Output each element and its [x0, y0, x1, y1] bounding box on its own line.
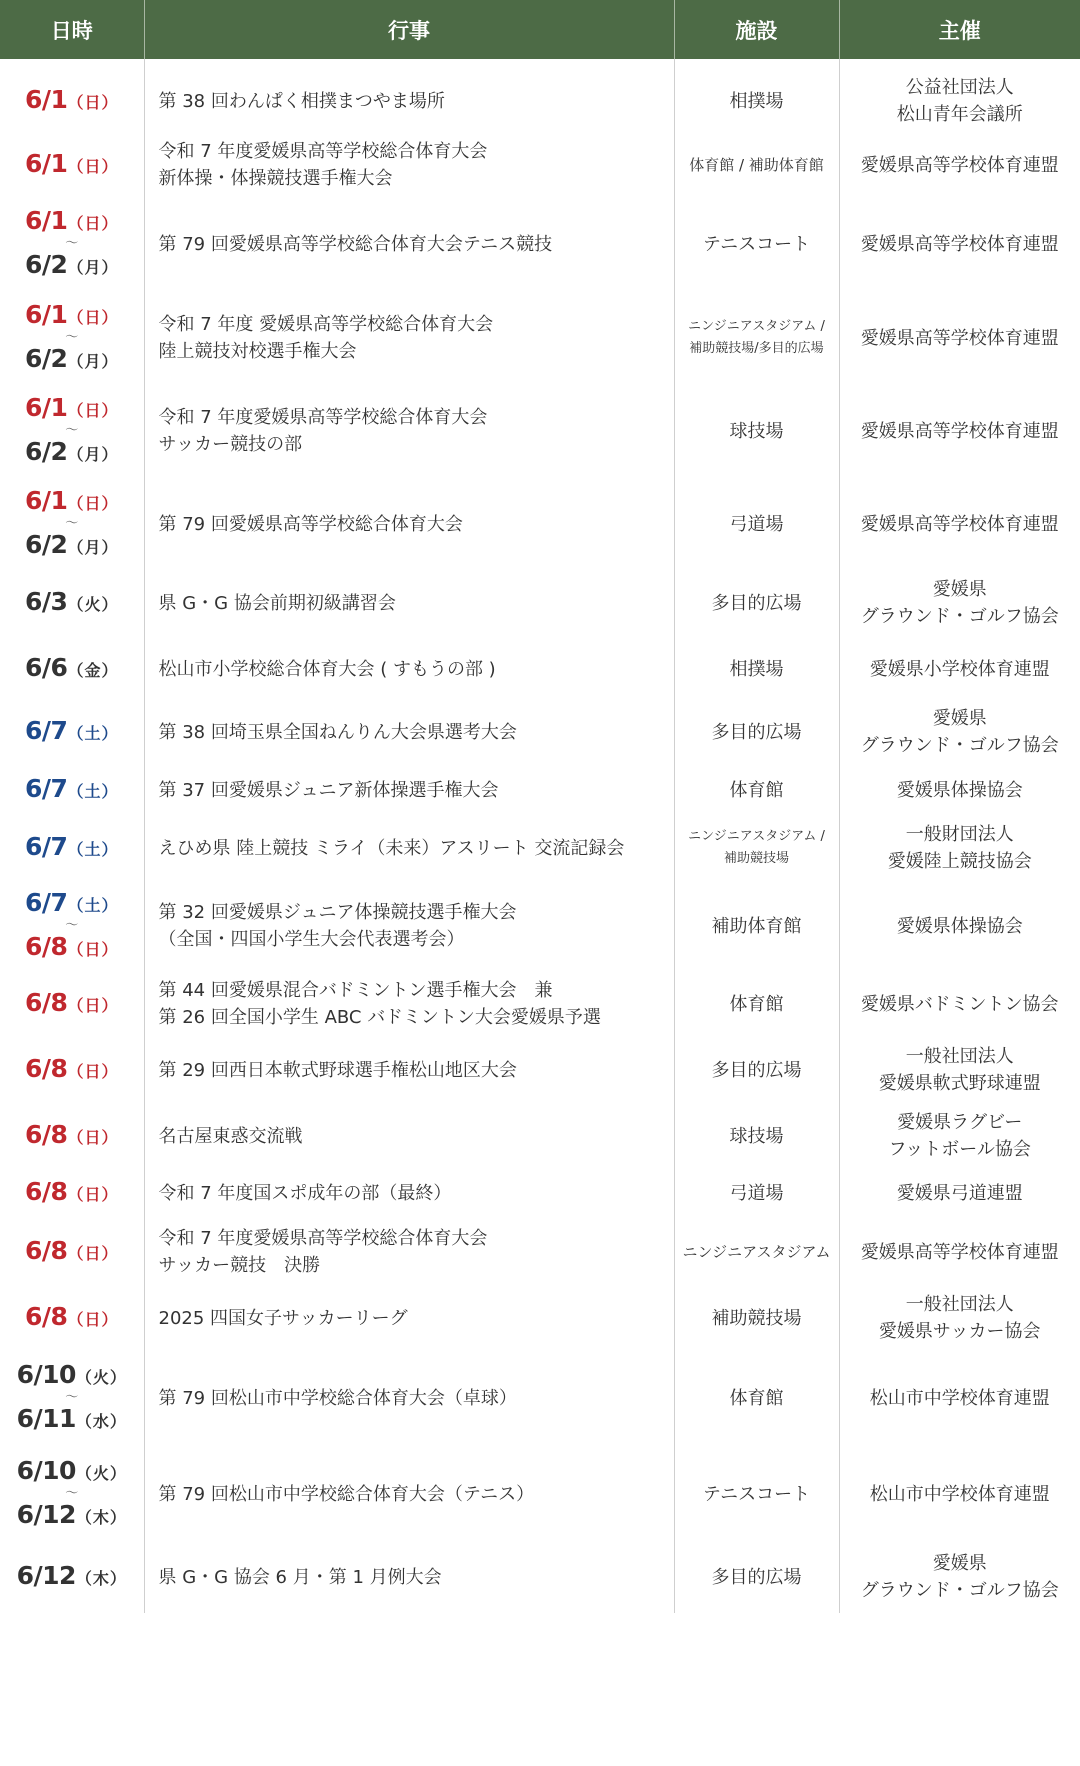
- date-cell: [0, 1103, 144, 1169]
- venue-cell: [674, 1541, 839, 1613]
- organizer-name: 一般社団法人: [905, 1294, 1014, 1315]
- organizer-name: グラウンド・ゴルフ協会: [860, 606, 1059, 627]
- date-cell: [0, 1169, 144, 1217]
- organizer-name: 愛媛県高等学校体育連盟: [860, 513, 1059, 535]
- event-name: 新体操・体操競技選手権大会: [158, 168, 393, 189]
- date-cell: [0, 567, 144, 639]
- event-cell: [144, 1037, 674, 1103]
- date-weekday: （日）: [67, 1128, 119, 1147]
- date-weekday: （日）: [67, 996, 119, 1015]
- event-cell: [144, 193, 674, 295]
- event-name: 2025 四国女子サッカーリーグ: [158, 1307, 408, 1329]
- event-name: 第 79 回愛媛県高等学校総合体育大会テニス競技: [158, 233, 553, 255]
- event-cell: [144, 1447, 674, 1541]
- event-cell: [144, 639, 674, 699]
- date-cell: [0, 765, 144, 815]
- event-name: 第 38 回埼玉県全国ねんりん大会県選考大会: [158, 721, 517, 743]
- venue-cell: [674, 193, 839, 295]
- organizer-name: グラウンド・ゴルフ協会: [860, 735, 1059, 756]
- date-weekday: （日）: [67, 308, 119, 327]
- event-name: 令和 7 年度愛媛県高等学校総合体育大会: [158, 141, 488, 162]
- date-line: [0, 1237, 144, 1267]
- date-line: [0, 1501, 144, 1531]
- event-name: 第 37 回愛媛県ジュニア新体操選手権大会: [158, 779, 499, 801]
- event-cell: [144, 567, 674, 639]
- date-line: [0, 933, 144, 963]
- date-weekday: （日）: [67, 1185, 119, 1204]
- date-day: 6/11: [16, 1404, 76, 1433]
- organizer-name: 一般社団法人: [905, 1046, 1014, 1067]
- event-name: 第 79 回愛媛県高等学校総合体育大会: [158, 513, 463, 535]
- organizer-cell: [839, 1217, 1080, 1287]
- organizer-name: 愛媛県ラグビー: [897, 1112, 1023, 1133]
- date-weekday: （火）: [75, 1368, 127, 1387]
- organizer-cell: [839, 65, 1080, 137]
- organizer-cell: [839, 765, 1080, 815]
- event-name: 第 44 回愛媛県混合バドミントン選手権大会 兼: [158, 980, 553, 1001]
- event-name: 第 79 回松山市中学校総合体育大会（卓球）: [158, 1387, 517, 1409]
- event-cell: [144, 481, 674, 567]
- event-cell: [144, 295, 674, 381]
- venue-name: ニンジニアスタジアム /: [688, 829, 825, 844]
- organizer-cell: [839, 971, 1080, 1037]
- date-line: [0, 531, 144, 561]
- date-weekday: （土）: [67, 896, 119, 915]
- table-header-row: [0, 0, 1080, 59]
- date-day: 6/8: [25, 1302, 68, 1331]
- date-line: [0, 438, 144, 468]
- event-cell: [144, 1169, 674, 1217]
- event-name: 名古屋東惑交流戦: [158, 1125, 303, 1147]
- date-day: 6/1: [25, 300, 68, 329]
- venue-cell: [674, 137, 839, 193]
- date-weekday: （日）: [67, 940, 119, 959]
- table-row: [0, 881, 1080, 971]
- venue-cell: [674, 381, 839, 481]
- date-cell: [0, 295, 144, 381]
- table-row: [0, 193, 1080, 295]
- table-row: [0, 381, 1080, 481]
- date-cell: [0, 639, 144, 699]
- date-day: 6/1: [25, 149, 68, 178]
- organizer-cell: [839, 381, 1080, 481]
- event-name: 県 G・G 協会 6 月・第 1 月例大会: [158, 1566, 442, 1588]
- date-day: 6/8: [25, 1236, 68, 1265]
- date-weekday: （日）: [67, 157, 119, 176]
- event-name: 第 26 回全国小学生 ABC バドミントン大会愛媛県予選: [158, 1007, 601, 1028]
- table-row: [0, 295, 1080, 381]
- date-range-separator: 〜: [65, 236, 79, 251]
- date-cell: [0, 971, 144, 1037]
- date-line: [0, 833, 144, 863]
- date-line: [0, 251, 144, 281]
- date-day: 6/7: [25, 774, 68, 803]
- organizer-cell: [839, 1287, 1080, 1349]
- date-weekday: （金）: [67, 661, 119, 680]
- table-row: [0, 815, 1080, 881]
- date-day: 6/12: [16, 1500, 76, 1529]
- date-weekday: （木）: [75, 1508, 127, 1527]
- organizer-name: グラウンド・ゴルフ協会: [860, 1580, 1059, 1601]
- organizer-name: 松山青年会議所: [896, 104, 1023, 125]
- venue-cell: [674, 699, 839, 765]
- date-weekday: （日）: [67, 1310, 119, 1329]
- event-name: 陸上競技対校選手権大会: [158, 341, 357, 362]
- organizer-name: 愛媛県小学校体育連盟: [869, 658, 1050, 680]
- date-weekday: （日）: [67, 93, 119, 112]
- date-line: [0, 1178, 144, 1208]
- event-cell: [144, 699, 674, 765]
- date-cell: [0, 137, 144, 193]
- table-row: [0, 1169, 1080, 1217]
- date-weekday: （火）: [75, 1464, 127, 1483]
- event-cell: [144, 765, 674, 815]
- date-weekday: （日）: [67, 1062, 119, 1081]
- table-row: [0, 481, 1080, 567]
- event-name: サッカー競技の部: [158, 434, 303, 455]
- organizer-cell: [839, 1349, 1080, 1447]
- header-event: 行事: [144, 0, 674, 59]
- venue-name: テニスコート: [702, 233, 811, 255]
- date-cell: [0, 1541, 144, 1613]
- table-row: [0, 1541, 1080, 1613]
- date-weekday: （日）: [67, 1244, 119, 1263]
- date-day: 6/12: [16, 1561, 76, 1590]
- date-day: 6/1: [25, 486, 68, 515]
- date-day: 6/8: [25, 1054, 68, 1083]
- venue-name: ニンジニアスタジアム /: [688, 319, 825, 334]
- organizer-cell: [839, 639, 1080, 699]
- date-line: [0, 1457, 144, 1487]
- organizer-name: 愛媛県体操協会: [896, 915, 1023, 937]
- organizer-name: 愛媛県バドミントン協会: [860, 993, 1059, 1015]
- organizer-name: 愛媛県: [932, 579, 987, 600]
- date-cell: [0, 1037, 144, 1103]
- venue-name: 球技場: [729, 420, 784, 442]
- organizer-name: 愛媛県高等学校体育連盟: [860, 1241, 1059, 1263]
- venue-cell: [674, 567, 839, 639]
- organizer-cell: [839, 1169, 1080, 1217]
- table-row: [0, 1037, 1080, 1103]
- date-weekday: （月）: [67, 258, 119, 277]
- event-name: 第 38 回わんぱく相撲まつやま場所: [158, 90, 445, 112]
- date-range-separator: 〜: [65, 1486, 79, 1501]
- venue-name: 補助体育館: [711, 915, 802, 937]
- organizer-cell: [839, 1103, 1080, 1169]
- table-row: [0, 137, 1080, 193]
- event-name: えひめ県 陸上競技 ミライ（未来）アスリート 交流記録会: [158, 837, 625, 859]
- date-weekday: （月）: [67, 352, 119, 371]
- organizer-cell: [839, 881, 1080, 971]
- organizer-cell: [839, 137, 1080, 193]
- date-cell: [0, 1349, 144, 1447]
- date-weekday: （木）: [75, 1569, 127, 1588]
- organizer-name: 愛媛陸上競技協会: [887, 851, 1032, 872]
- date-line: [0, 487, 144, 517]
- venue-name: ニンジニアスタジアム: [682, 1242, 831, 1261]
- organizer-name: 愛媛県サッカー協会: [878, 1321, 1041, 1342]
- event-cell: [144, 381, 674, 481]
- table-row: [0, 971, 1080, 1037]
- venue-name: テニスコート: [702, 1483, 811, 1505]
- header-organizer: 主催: [839, 0, 1080, 59]
- venue-cell: [674, 1349, 839, 1447]
- venue-name: 多目的広場: [711, 1059, 802, 1081]
- date-day: 6/10: [16, 1360, 76, 1389]
- date-cell: [0, 193, 144, 295]
- date-line: [0, 345, 144, 375]
- event-name: 第 79 回松山市中学校総合体育大会（テニス）: [158, 1483, 535, 1505]
- date-day: 6/7: [25, 716, 68, 745]
- date-cell: [0, 481, 144, 567]
- table-row: [0, 567, 1080, 639]
- date-cell: [0, 1447, 144, 1541]
- venue-name: 弓道場: [729, 1182, 784, 1204]
- venue-cell: [674, 1217, 839, 1287]
- event-name: 県 G・G 協会前期初級講習会: [158, 592, 396, 614]
- organizer-name: 公益社団法人: [905, 77, 1014, 98]
- organizer-name: 一般財団法人: [905, 824, 1014, 845]
- venue-cell: [674, 1169, 839, 1217]
- date-line: [0, 1361, 144, 1391]
- table-row: [0, 699, 1080, 765]
- date-weekday: （日）: [67, 401, 119, 420]
- event-name: 松山市小学校総合体育大会 ( すもうの部 ): [158, 658, 496, 680]
- venue-cell: [674, 765, 839, 815]
- event-name: 第 32 回愛媛県ジュニア体操競技選手権大会: [158, 902, 517, 923]
- organizer-name: 愛媛県弓道連盟: [896, 1182, 1023, 1204]
- header-date: 日時: [0, 0, 144, 59]
- date-range-separator: 〜: [65, 330, 79, 345]
- organizer-cell: [839, 481, 1080, 567]
- organizer-name: 松山市中学校体育連盟: [869, 1483, 1050, 1505]
- table-row: [0, 1103, 1080, 1169]
- date-weekday: （土）: [67, 782, 119, 801]
- venue-cell: [674, 639, 839, 699]
- venue-name: 相撲場: [729, 90, 784, 112]
- date-day: 6/2: [25, 530, 68, 559]
- venue-cell: [674, 1103, 839, 1169]
- date-day: 6/8: [25, 1177, 68, 1206]
- table-row: [0, 1217, 1080, 1287]
- event-cell: [144, 1287, 674, 1349]
- date-day: 6/2: [25, 437, 68, 466]
- date-cell: [0, 699, 144, 765]
- date-range-separator: 〜: [65, 918, 79, 933]
- date-weekday: （土）: [67, 724, 119, 743]
- date-weekday: （土）: [67, 840, 119, 859]
- date-line: [0, 889, 144, 919]
- date-day: 6/2: [25, 344, 68, 373]
- date-day: 6/2: [25, 250, 68, 279]
- date-day: 6/8: [25, 1120, 68, 1149]
- event-name: 令和 7 年度 愛媛県高等学校総合体育大会: [158, 314, 494, 335]
- date-line: [0, 207, 144, 237]
- organizer-name: フットボール協会: [888, 1139, 1031, 1160]
- event-name: 第 29 回西日本軟式野球選手権松山地区大会: [158, 1059, 517, 1081]
- organizer-cell: [839, 1447, 1080, 1541]
- organizer-name: 愛媛県高等学校体育連盟: [860, 420, 1059, 442]
- venue-name: 体育館: [729, 779, 784, 801]
- date-cell: [0, 381, 144, 481]
- event-cell: [144, 815, 674, 881]
- event-cell: [144, 137, 674, 193]
- venue-cell: [674, 815, 839, 881]
- table-row: [0, 1447, 1080, 1541]
- date-range-separator: 〜: [65, 1390, 79, 1405]
- event-cell: [144, 1541, 674, 1613]
- venue-name: 補助競技場: [711, 1307, 802, 1329]
- table-row: [0, 65, 1080, 137]
- date-line: [0, 86, 144, 116]
- venue-cell: [674, 65, 839, 137]
- event-name: （全国・四国小学生大会代表選考会）: [158, 929, 465, 950]
- venue-name: 弓道場: [729, 513, 784, 535]
- date-cell: [0, 65, 144, 137]
- venue-cell: [674, 881, 839, 971]
- event-cell: [144, 1349, 674, 1447]
- date-day: 6/1: [25, 393, 68, 422]
- organizer-name: 愛媛県: [932, 1553, 987, 1574]
- organizer-name: 愛媛県高等学校体育連盟: [860, 327, 1059, 349]
- organizer-cell: [839, 1037, 1080, 1103]
- event-cell: [144, 65, 674, 137]
- date-cell: [0, 1217, 144, 1287]
- event-cell: [144, 1217, 674, 1287]
- organizer-name: 愛媛県高等学校体育連盟: [860, 154, 1059, 176]
- date-weekday: （火）: [67, 595, 119, 614]
- event-cell: [144, 1103, 674, 1169]
- date-cell: [0, 881, 144, 971]
- date-cell: [0, 815, 144, 881]
- event-cell: [144, 881, 674, 971]
- venue-name: 相撲場: [729, 658, 784, 680]
- date-cell: [0, 1287, 144, 1349]
- header-venue: 施設: [674, 0, 839, 59]
- date-day: 6/8: [25, 932, 68, 961]
- table-row: [0, 1287, 1080, 1349]
- date-day: 6/7: [25, 832, 68, 861]
- date-line: [0, 301, 144, 331]
- venue-cell: [674, 1287, 839, 1349]
- event-cell: [144, 971, 674, 1037]
- venue-name: 体育館 / 補助体育館: [689, 155, 824, 174]
- date-line: [0, 394, 144, 424]
- venue-name: 多目的広場: [711, 721, 802, 743]
- venue-name: 体育館: [729, 1387, 784, 1409]
- venue-name: 球技場: [729, 1125, 784, 1147]
- date-line: [0, 588, 144, 618]
- date-line: [0, 1405, 144, 1435]
- venue-name: 多目的広場: [711, 592, 802, 614]
- date-day: 6/6: [25, 653, 68, 682]
- organizer-name: 愛媛県: [932, 708, 987, 729]
- date-line: [0, 1562, 144, 1592]
- table-row: [0, 1349, 1080, 1447]
- date-weekday: （月）: [67, 538, 119, 557]
- organizer-cell: [839, 1541, 1080, 1613]
- date-line: [0, 989, 144, 1019]
- date-weekday: （日）: [67, 494, 119, 513]
- organizer-cell: [839, 567, 1080, 639]
- event-name: 令和 7 年度愛媛県高等学校総合体育大会: [158, 1228, 488, 1249]
- date-line: [0, 654, 144, 684]
- date-range-separator: 〜: [65, 516, 79, 531]
- venue-name: 多目的広場: [711, 1566, 802, 1588]
- date-line: [0, 717, 144, 747]
- date-day: 6/1: [25, 85, 68, 114]
- date-line: [0, 1303, 144, 1333]
- event-name: サッカー競技 決勝: [158, 1255, 321, 1276]
- date-weekday: （水）: [75, 1412, 127, 1431]
- organizer-name: 愛媛県軟式野球連盟: [878, 1073, 1041, 1094]
- venue-cell: [674, 295, 839, 381]
- date-day: 6/8: [25, 988, 68, 1017]
- venue-cell: [674, 971, 839, 1037]
- organizer-name: 愛媛県体操協会: [896, 779, 1023, 801]
- date-line: [0, 150, 144, 180]
- venue-name: 補助競技場/多目的広場: [689, 341, 824, 356]
- venue-cell: [674, 1037, 839, 1103]
- date-day: 6/10: [16, 1456, 76, 1485]
- organizer-cell: [839, 699, 1080, 765]
- organizer-name: 松山市中学校体育連盟: [869, 1387, 1050, 1409]
- organizer-cell: [839, 193, 1080, 295]
- date-range-separator: 〜: [65, 423, 79, 438]
- organizer-cell: [839, 295, 1080, 381]
- event-name: 令和 7 年度国スポ成年の部（最終）: [158, 1182, 452, 1204]
- venue-cell: [674, 481, 839, 567]
- date-weekday: （日）: [67, 214, 119, 233]
- table-row: [0, 765, 1080, 815]
- venue-name: 体育館: [729, 993, 784, 1015]
- date-day: 6/1: [25, 206, 68, 235]
- event-name: 令和 7 年度愛媛県高等学校総合体育大会: [158, 407, 488, 428]
- date-line: [0, 1121, 144, 1151]
- organizer-name: 愛媛県高等学校体育連盟: [860, 233, 1059, 255]
- date-weekday: （月）: [67, 445, 119, 464]
- date-day: 6/7: [25, 888, 68, 917]
- date-day: 6/3: [25, 587, 68, 616]
- venue-name: 補助競技場: [723, 851, 789, 866]
- organizer-cell: [839, 815, 1080, 881]
- table-row: [0, 639, 1080, 699]
- venue-cell: [674, 1447, 839, 1541]
- date-line: [0, 775, 144, 805]
- date-line: [0, 1055, 144, 1085]
